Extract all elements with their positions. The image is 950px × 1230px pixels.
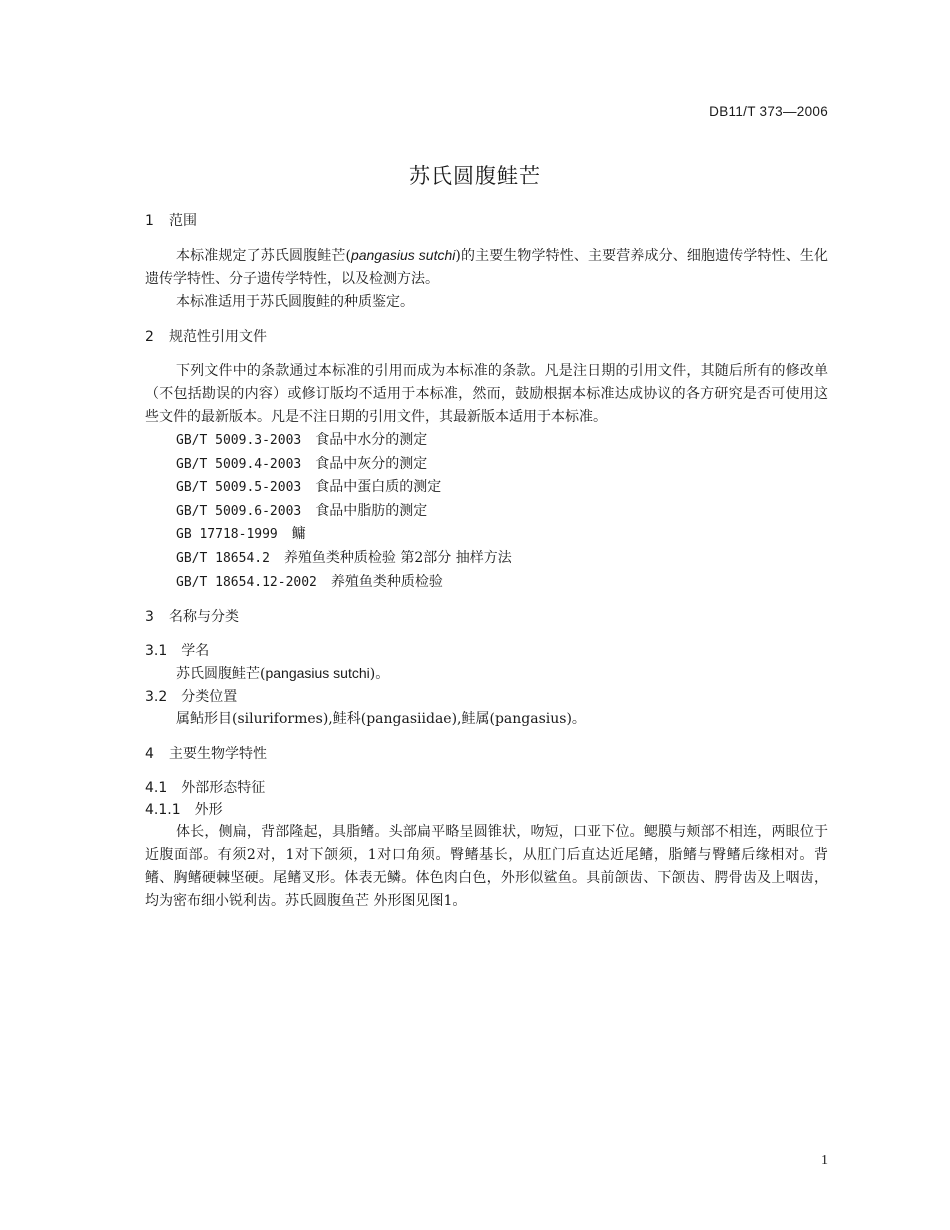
classification-paragraph: 属鲇形目(siluriformes),鲑科(pangasiidae),鲑属(pangasius)。 [176, 711, 586, 728]
reference-title: 鳙 [291, 526, 306, 543]
subsection-3-1-heading [145, 640, 828, 662]
text-run: 苏氏圆腹鲑芒( [176, 666, 266, 683]
latin-name: pangasius sutchi [350, 247, 456, 263]
subsection-title: 学名 [181, 643, 210, 660]
reference-code: GB/T 5009.4-2003 [176, 456, 302, 472]
scope-applicability-paragraph: 本标准适用于苏氏圆腹鲑的种质鉴定。 [176, 294, 414, 310]
reference-title: 食品中水分的测定 [315, 432, 428, 448]
normative-references-paragraph: 下列文件中的条款通过本标准的引用而成为本标准的条款。凡是注日期的引用文件，其随后所有的修改单（不包括勘误的内容）或修订版均不适用于本标准，然而，鼓励根据本标准达成协议的各方研究是否可使用这些文件的最新版本。凡是不注日期的引用文件，其最新版本适用于本标准。 [145, 363, 828, 425]
reference-list [145, 429, 828, 594]
subsection-4-1-1-heading [145, 799, 828, 821]
section-4-heading [145, 743, 828, 765]
text-run: )。 [369, 666, 390, 683]
scope-paragraph [145, 244, 828, 291]
subsection-3-2-heading [145, 686, 828, 708]
page-number: 1 [821, 1153, 828, 1168]
section-3-heading [145, 606, 828, 628]
subsection-number: 4.1.1 [145, 802, 181, 819]
reference-item [145, 429, 828, 453]
subsection-title: 外部形态特征 [181, 780, 266, 797]
section-number: 3 [145, 609, 154, 626]
latin-name: pangasius sutchi [265, 665, 370, 682]
reference-item [145, 547, 828, 571]
reference-item [145, 571, 828, 595]
document-title: 苏氏圆腹鲑芒 [409, 164, 541, 188]
subsection-number: 4.1 [145, 780, 168, 797]
reference-title: 养殖鱼类种质检验 [330, 573, 443, 590]
subsection-title: 外形 [194, 802, 223, 819]
reference-title: 食品中灰分的测定 [315, 455, 428, 472]
reference-code: GB/T 5009.6-2003 [176, 503, 302, 519]
section-title: 名称与分类 [169, 609, 239, 626]
document-code: DB11/T 373—2006 [709, 104, 828, 119]
reference-code: GB/T 18654.12-2002 [176, 574, 317, 590]
reference-item [145, 500, 828, 524]
reference-item [145, 523, 828, 547]
reference-code: GB 17718-1999 [176, 527, 278, 543]
section-number: 1 [145, 213, 154, 229]
text-run: 本标准规定了苏氏圆腹鲑芒( [176, 248, 351, 264]
reference-code: GB/T 5009.5-2003 [176, 480, 302, 496]
section-2-heading [145, 326, 828, 348]
reference-item [145, 476, 828, 500]
subsection-number: 3.1 [145, 643, 168, 660]
subsection-number: 3.2 [145, 689, 168, 706]
reference-title: 食品中蛋白质的测定 [315, 479, 442, 496]
reference-code: GB/T 5009.3-2003 [176, 433, 302, 448]
section-1-heading [145, 210, 828, 232]
section-number: 2 [145, 329, 154, 345]
external-shape-paragraph: 体长，侧扁，背部隆起，具脂鳍。头部扁平略呈圆锥状，吻短，口亚下位。鳃膜与颊部不相连，两眼位于近腹面部。有须2对，1对下颌须，1对口角须。臀鳍基长，从肛门后直达近尾鳍，脂鳍与臀鳍后缘相对。背鳍、胸鳍硬棘坚硬。尾鳍叉形。体表无鳞。体色肉白色，外形似鲨鱼。具前颌齿、下颌齿、腭骨齿及上咽齿，均为密布细小锐利齿。苏氏圆腹鱼芒 外形图见图1。 [145, 824, 828, 910]
section-title: 范围 [169, 213, 197, 229]
subsection-4-1-heading [145, 777, 828, 799]
reference-item [145, 453, 828, 477]
section-number: 4 [145, 746, 154, 763]
section-title: 规范性引用文件 [169, 329, 267, 345]
section-title: 主要生物学特性 [169, 746, 267, 763]
text-run: )的主要生物学特性、主要营养成分、细胞遗传学特性、生化遗传学特性、分子遗传学特性，以及检测方法。 [145, 248, 828, 287]
scientific-name-paragraph [145, 662, 828, 686]
document-body [145, 210, 828, 913]
reference-code: GB/T 18654.2 [176, 550, 270, 566]
subsection-title: 分类位置 [181, 689, 238, 706]
reference-title: 食品中脂肪的测定 [315, 502, 428, 519]
reference-title: 养殖鱼类种质检验 第2部分 抽样方法 [283, 549, 512, 566]
